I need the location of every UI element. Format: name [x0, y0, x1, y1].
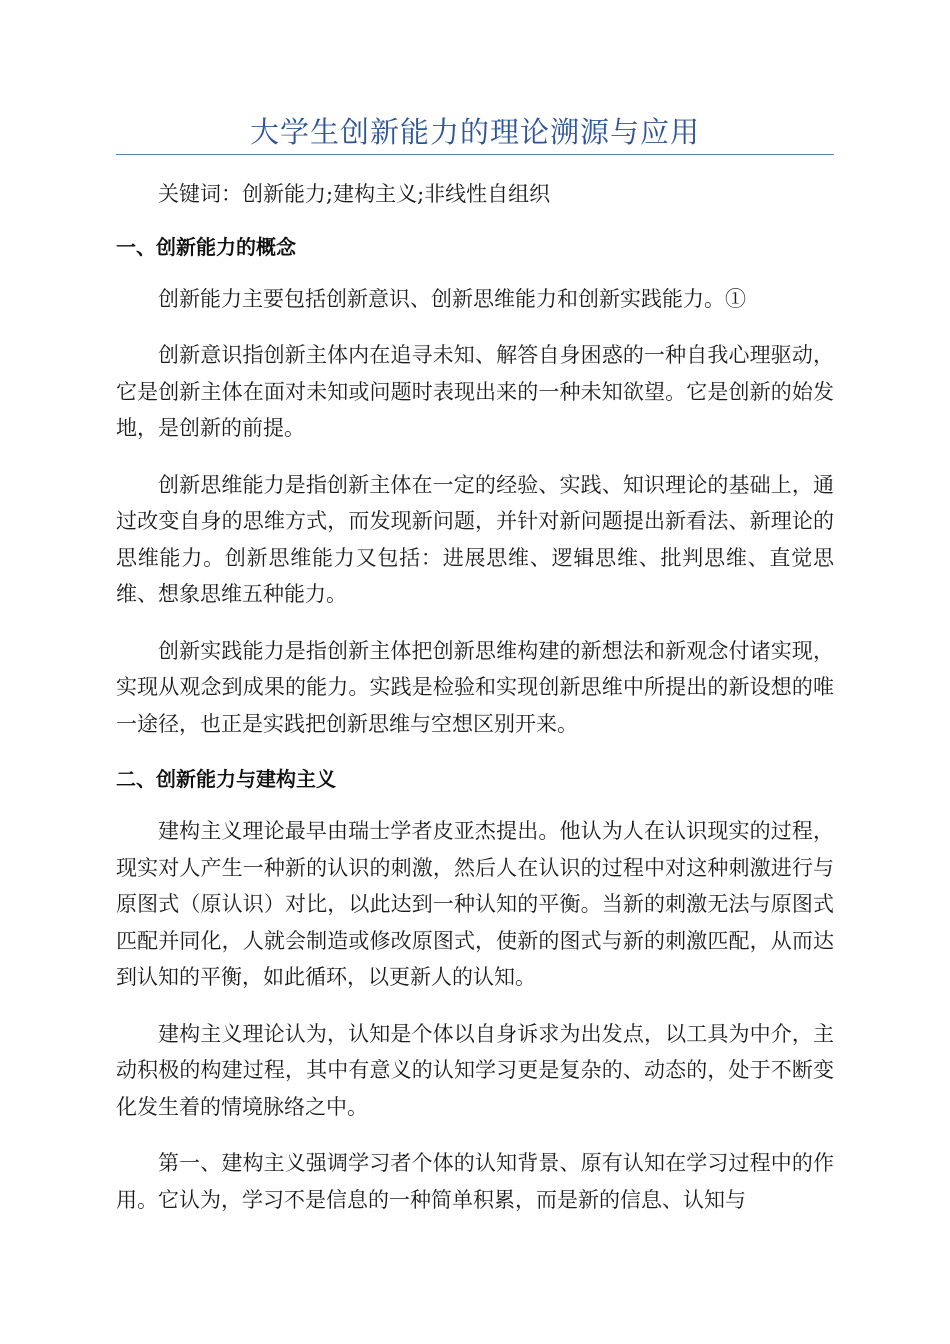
paragraph: 建构主义理论最早由瑞士学者皮亚杰提出。他认为人在认识现实的过程，现实对人产生一种新的认识的刺激，然后人在认识的过程中对这种刺激进行与原图式（原认识）对比，以此达到一种认知的平衡。当新的刺激无法与原图式匹配并同化，人就会制造或修改原图式，使新的图式与新的刺激匹配，从而达到认知的平衡，如此循环，以更新人的认知。 [116, 819, 834, 989]
paragraph: 创新实践能力是指创新主体把创新思维构建的新想法和新观念付诸实现，实现从观念到成果的能力。实践是检验和实现创新思维中所提出的新设想的唯一途径，也正是实践把创新思维与空想区别开来。 [116, 638, 834, 736]
paragraph: 第一、建构主义强调学习者个体的认知背景、原有认知在学习过程中的作用。它认为，学习不是信息的一种简单积累，而是新的信息、认知与 [116, 1151, 834, 1212]
keywords-line: 关键词：创新能力;建构主义;非线性自组织 [158, 182, 551, 206]
paragraph: 创新思维能力是指创新主体在一定的经验、实践、知识理论的基础上，通过改变自身的思维方式，而发现新问题，并针对新问题提出新看法、新理论的思维能力。创新思维能力又包括：进展思维、逻辑思维、批判思维、直觉思维、想象思维五种能力。 [116, 472, 834, 606]
paragraph: 创新意识指创新主体内在追寻未知、解答自身困惑的一种自我心理驱动，它是创新主体在面对未知或问题时表现出来的一种未知欲望。它是创新的始发地，是创新的前提。 [116, 343, 834, 440]
section-heading: 一、创新能力的概念 [116, 234, 296, 259]
title-underline [116, 154, 834, 155]
paragraph: 建构主义理论认为，认知是个体以自身诉求为出发点，以工具为中介，主动积极的构建过程，其中有意义的认知学习更是复杂的、动态的，处于不断变化发生着的情境脉络之中。 [116, 1021, 834, 1119]
section-heading: 二、创新能力与建构主义 [116, 767, 336, 791]
document-title: 大学生创新能力的理论溯源与应用 [249, 115, 700, 149]
paragraph: 创新能力主要包括创新意识、创新思维能力和创新实践能力。① [158, 286, 746, 311]
document-body [116, 176, 834, 1238]
